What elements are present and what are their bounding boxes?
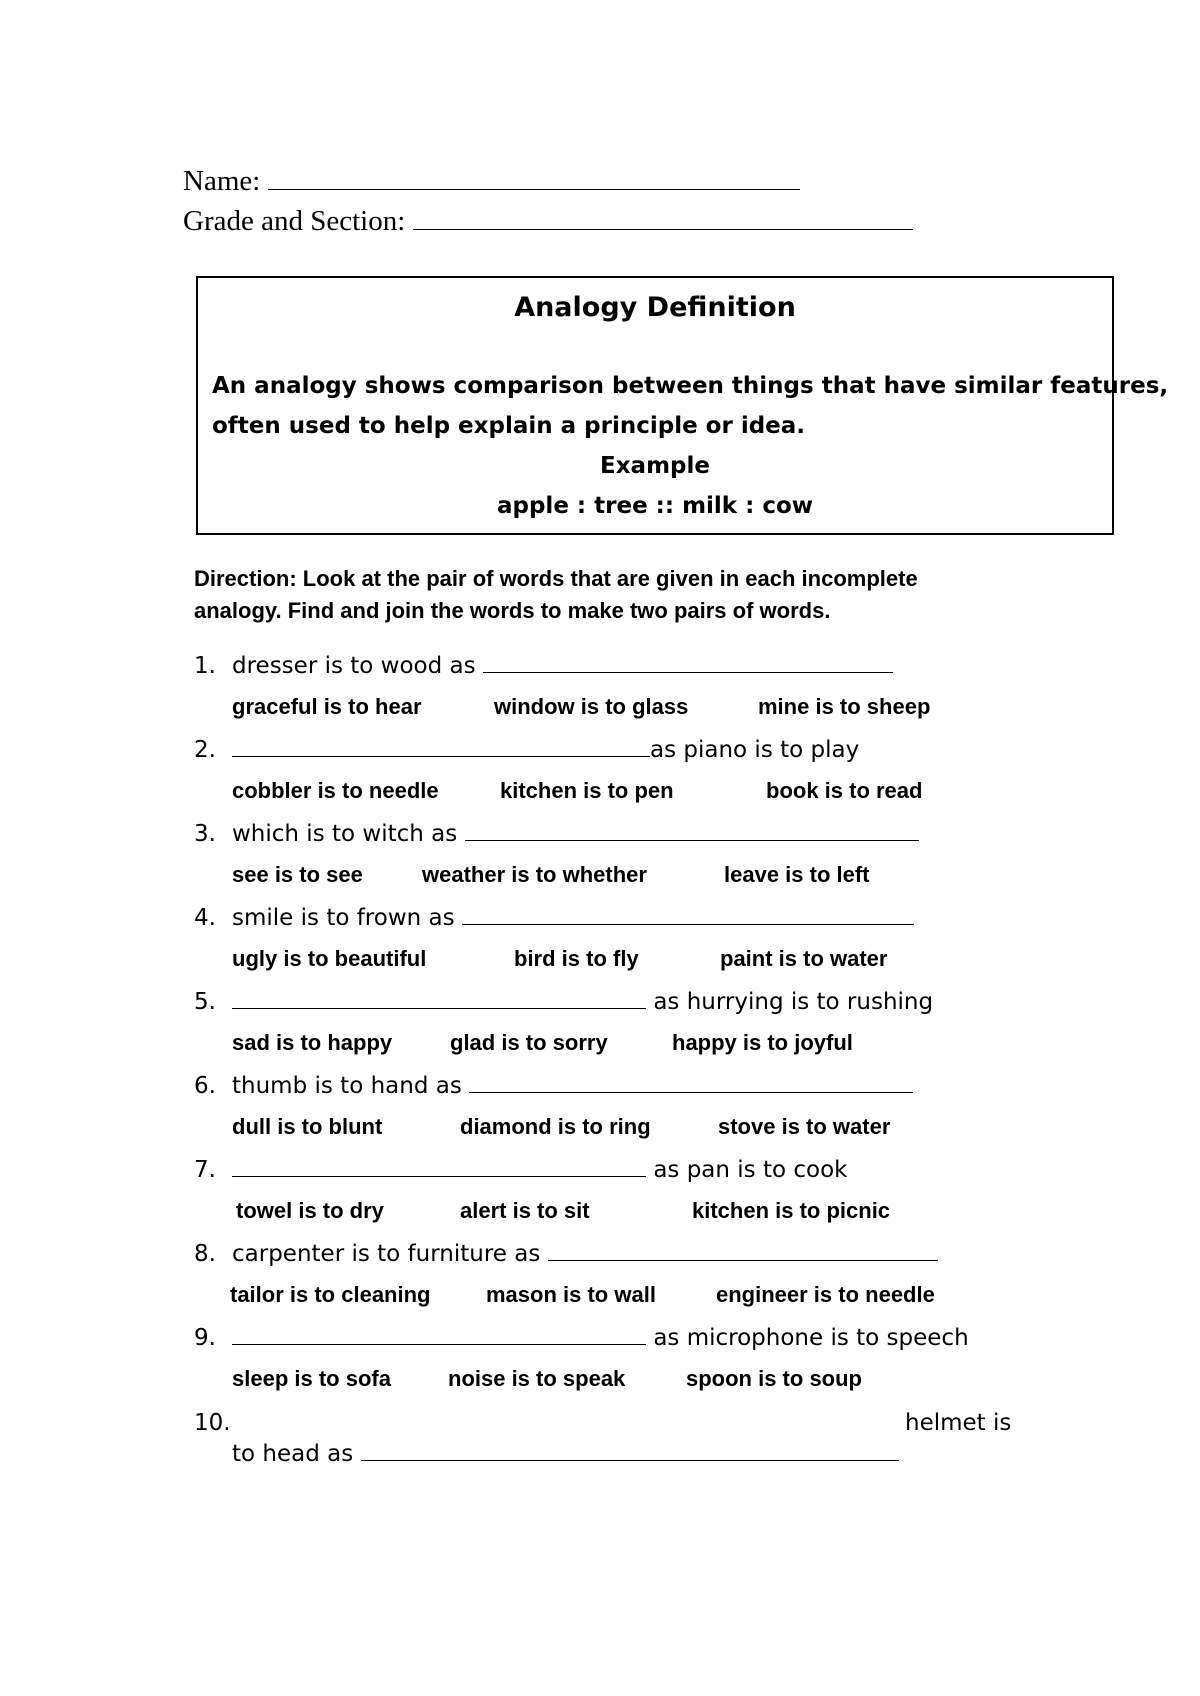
answer-blank[interactable] (232, 734, 650, 757)
answer-blank[interactable] (465, 818, 919, 841)
option[interactable]: bird is to fly (514, 946, 639, 971)
answer-blank[interactable] (469, 1070, 913, 1093)
question-5 (194, 986, 933, 1015)
question-number: 4. (194, 905, 216, 931)
option[interactable]: see is to see (232, 862, 363, 887)
option[interactable]: sleep is to sofa (232, 1366, 391, 1391)
question-10 (232, 1438, 899, 1467)
name-line[interactable] (183, 163, 800, 198)
question-prompt: smile is to frown as (232, 905, 455, 931)
option[interactable]: noise is to speak (448, 1366, 626, 1391)
option[interactable]: alert is to sit (460, 1198, 590, 1223)
option[interactable]: spoon is to soup (686, 1366, 862, 1391)
option[interactable]: sad is to happy (232, 1030, 393, 1055)
question-prompt: dresser is to wood as (232, 653, 476, 679)
option[interactable]: happy is to joyful (672, 1030, 853, 1055)
option[interactable]: diamond is to ring (460, 1114, 651, 1139)
question-8 (194, 1238, 938, 1267)
answer-blank[interactable] (462, 902, 914, 925)
direction-line-2: analogy. Find and join the words to make two pairs of words. (194, 598, 831, 623)
option[interactable]: book is to read (766, 778, 923, 803)
question-7 (194, 1154, 847, 1183)
name-label: Name: (183, 165, 261, 197)
option[interactable]: paint is to water (720, 946, 888, 971)
question-prompt: carpenter is to furniture as (232, 1241, 541, 1267)
option[interactable]: glad is to sorry (450, 1030, 608, 1055)
option[interactable]: kitchen is to pen (500, 778, 674, 803)
question-number: 1. (194, 653, 216, 679)
grade-section-line[interactable] (183, 203, 913, 238)
definition-text-line-1: An analogy shows comparison between things that have similar features, (212, 373, 1169, 399)
question-prompt: thumb is to hand as (232, 1073, 462, 1099)
option[interactable]: stove is to water (718, 1114, 891, 1139)
option[interactable]: kitchen is to picnic (692, 1198, 891, 1223)
answer-blank[interactable] (361, 1438, 899, 1461)
option[interactable]: mine is to sheep (758, 694, 931, 719)
question-10-prompt-end: helmet is (905, 1410, 1012, 1436)
answer-blank[interactable] (232, 1154, 646, 1177)
question-2 (194, 734, 859, 763)
option[interactable]: window is to glass (494, 694, 689, 719)
answer-blank[interactable] (548, 1238, 938, 1261)
example-text: apple : tree :: milk : cow (496, 493, 813, 519)
definition-text-line-2: often used to help explain a principle or idea. (212, 413, 806, 439)
question-prompt: which is to witch as (232, 821, 458, 847)
name-blank[interactable] (268, 163, 800, 190)
option[interactable]: towel is to dry (236, 1198, 384, 1223)
question-10-number: 10. (194, 1410, 231, 1436)
answer-blank[interactable] (232, 1322, 646, 1345)
answer-blank[interactable] (483, 650, 893, 673)
question-number: 9. (194, 1325, 216, 1351)
definition-title: Analogy Definition (514, 292, 796, 323)
question-9 (194, 1322, 969, 1351)
question-number: 6. (194, 1073, 216, 1099)
option[interactable]: weather is to whether (422, 862, 647, 887)
option[interactable]: cobbler is to needle (232, 778, 439, 803)
option[interactable]: mason is to wall (486, 1282, 656, 1307)
question-prompt: to head as (232, 1441, 354, 1467)
question-number: 8. (194, 1241, 216, 1267)
question-number: 5. (194, 989, 216, 1015)
direction-line-1: Direction: Look at the pair of words that are given in each incomplete (194, 566, 918, 591)
question-prompt: as piano is to play (650, 737, 860, 763)
option[interactable]: tailor is to cleaning (230, 1282, 431, 1307)
question-4 (194, 902, 914, 931)
option[interactable]: leave is to left (724, 862, 870, 887)
option[interactable]: engineer is to needle (716, 1282, 935, 1307)
option[interactable]: graceful is to hear (232, 694, 422, 719)
question-prompt: as hurrying is to rushing (653, 989, 934, 1015)
grade-section-label: Grade and Section: (183, 205, 406, 237)
question-prompt: as pan is to cook (653, 1157, 848, 1183)
option[interactable]: dull is to blunt (232, 1114, 383, 1139)
example-label: Example (600, 453, 710, 479)
grade-section-blank[interactable] (413, 203, 913, 230)
answer-blank[interactable] (232, 986, 646, 1009)
question-number: 3. (194, 821, 216, 847)
question-number: 2. (194, 737, 216, 763)
question-prompt: as microphone is to speech (653, 1325, 969, 1351)
question-1 (194, 650, 893, 679)
question-3 (194, 818, 919, 847)
option[interactable]: ugly is to beautiful (232, 946, 427, 971)
question-6 (194, 1070, 913, 1099)
question-number: 7. (194, 1157, 216, 1183)
definition-box (196, 276, 1169, 535)
